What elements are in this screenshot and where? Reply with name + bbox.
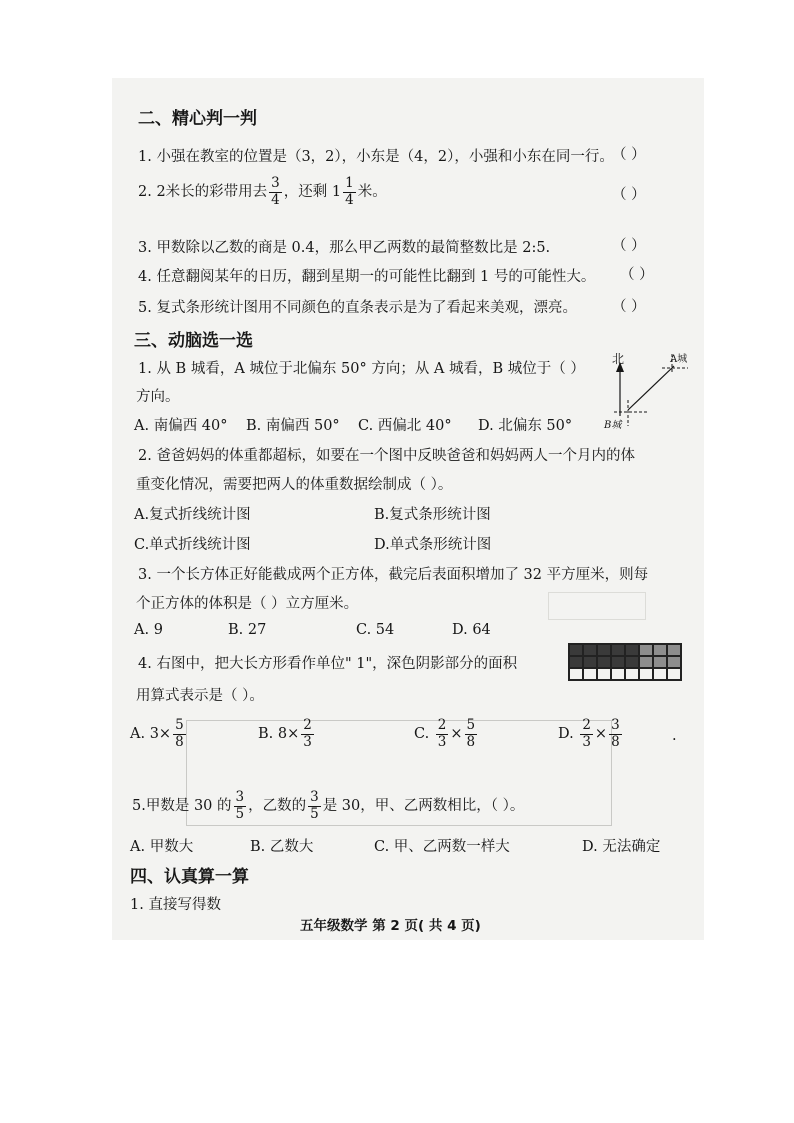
grid-cell-dark [569,644,583,656]
judge-q5-answer[interactable]: （ ） [612,299,646,315]
diagram-a-label: A城 [670,354,688,365]
judge-q2-text-pre: 2. 2米长的彩带用去 [138,184,268,201]
judge-q3: 3. 甲数除以乙数的商是 0.4，那么甲乙两数的最简整数比是 2:5. [138,240,551,256]
denominator: 5 [235,805,245,822]
choice-q2-line1: 2. 爸爸妈妈的体重都超标，如要在一个图中反映爸爸和妈妈两人一个月内的体 [138,448,635,464]
option-b-prefix: B. 8× [258,726,300,743]
judge-q2 [138,176,387,208]
choice-q1-option-c[interactable]: C. 西偏北 40° [358,418,452,434]
fraction-3-8 [609,718,622,750]
fraction-5-8 [465,718,478,750]
denominator: 8 [611,733,620,750]
grid-cell-mid [653,644,667,656]
numerator: 2 [582,717,591,733]
multiply-sign: × [450,726,463,743]
grid-cell-dark [597,656,611,668]
judge-q2-answer[interactable]: （ ） [612,187,646,203]
choice-q2-option-c[interactable]: C.单式折线统计图 [134,537,251,553]
fraction-2-3 [301,718,314,750]
denominator: 5 [310,805,319,822]
option-d-prefix: D. [558,726,574,743]
judge-q5: 5. 复式条形统计图用不同颜色的直条表示是为了看起来美观，漂亮。 [138,300,577,316]
denominator: 3 [303,733,312,750]
fraction-2-3 [580,718,593,750]
judge-q2-text-post: 米。 [357,184,387,201]
choice-q4-line2: 用算式表示是（ ）。 [136,688,264,704]
option-c-prefix: C. [414,726,430,743]
choice-q1-line2: 方向。 [136,389,180,405]
choice-q3-option-a[interactable]: A. 9 [134,622,163,638]
choice-q5-option-c[interactable]: C. 甲、乙两数一样大 [374,839,510,855]
choice-q1-line1: 1. 从 B 城看，A 城位于北偏东 50° 方向；从 A 城看，B 城位于（ ） [138,361,585,377]
grid-cell-dark [569,656,583,668]
direction-line [628,366,674,410]
grid-cell-light [569,668,583,680]
choice-q2-option-a[interactable]: A.复式折线统计图 [134,507,251,523]
choice-q4-line1: 4. 右图中，把大长方形看作单位" 1"，深色阴影部分的面积 [138,656,518,672]
choice-q3-line1: 3. 一个长方体正好能截成两个正方体，截完后表面积增加了 32 平方厘米，则每 [138,567,649,583]
choice-q3-option-c[interactable]: C. 54 [356,622,395,638]
judge-q3-answer[interactable]: （ ） [612,238,646,254]
grid-cell-mid [639,644,653,656]
grid-cell-light [639,668,653,680]
diagram-north-label: 北 [612,352,625,366]
grid-cell-light [625,668,639,680]
choice-q5-text-pre: 5.甲数是 30 的 [132,798,232,815]
choice-q3-option-b[interactable]: B. 27 [228,622,267,638]
fraction-5-8 [173,718,186,750]
numerator: 3 [310,789,319,805]
page-footer: 五年级数学 第 2 页( 共 4 页) [300,918,481,934]
denominator: 8 [175,733,184,750]
grid-cell-mid [639,656,653,668]
numerator: 3 [235,789,245,805]
fraction-3-5 [308,790,321,822]
numerator: 5 [466,717,476,733]
denominator: 4 [345,191,354,208]
section-4-title: 四、认真算一算 [130,867,249,887]
grid-cell-light [611,668,625,680]
choice-q1-option-a[interactable]: A. 南偏西 40° [134,418,228,434]
choice-q4-option-c[interactable] [414,718,479,750]
option-d-trailing-dot: . [672,728,677,744]
grid-cell-dark [625,644,639,656]
grid-cell-dark [583,644,597,656]
choice-q1-option-b[interactable]: B. 南偏西 50° [246,418,340,434]
section-4-subtitle: 1. 直接写得数 [130,897,221,913]
judge-q2-text-mid: ，还剩 1 [283,184,342,201]
numerator: 2 [437,717,447,733]
choice-q2-option-d[interactable]: D.单式条形统计图 [374,537,492,553]
grid-cell-dark [611,644,625,656]
grid-cell-dark [597,644,611,656]
choice-q5 [132,790,524,822]
choice-q5-text-post: 是 30，甲、乙两数相比，（ ）。 [322,798,525,815]
denominator: 3 [437,733,447,750]
diagram-b-label: B城 [604,420,622,431]
judge-q4-answer[interactable]: （ ） [620,267,654,283]
shaded-rectangle-grid [568,643,682,681]
denominator: 4 [271,191,280,208]
denominator: 8 [466,733,476,750]
fraction-3-4 [269,176,282,208]
numerator: 5 [175,717,184,733]
denominator: 3 [582,733,591,750]
choice-q5-option-a[interactable]: A. 甲数大 [130,839,194,855]
choice-q5-option-b[interactable]: B. 乙数大 [250,839,314,855]
grid-cell-dark [625,656,639,668]
choice-q2-option-b[interactable]: B.复式条形统计图 [374,507,491,523]
option-a-prefix: A. 3× [130,726,172,743]
fraction-2-3 [436,718,449,750]
choice-q3-option-d[interactable]: D. 64 [452,622,491,638]
grid-cell-light [583,668,597,680]
choice-q1-option-d[interactable]: D. 北偏东 50° [478,418,573,434]
bleed-through-box-2 [548,592,646,620]
judge-q1-answer[interactable]: （ ） [612,147,646,163]
judge-q4: 4. 任意翻阅某年的日历，翻到星期一的可能性比翻到 1 号的可能性大。 [138,269,596,285]
choice-q5-text-mid: ，乙数的 [248,798,307,815]
numerator: 3 [611,717,620,733]
judge-q1: 1. 小强在教室的位置是（3，2），小东是（4，2），小强和小东在同一行。 [138,149,614,165]
fraction-1-4 [343,176,356,208]
grid-cell-light [667,668,681,680]
choice-q4-option-d[interactable] [558,718,624,750]
grid-cell-dark [611,656,625,668]
choice-q4-option-a[interactable] [130,718,188,750]
section-2-title: 二、精心判一判 [138,109,257,129]
choice-q5-option-d[interactable]: D. 无法确定 [582,839,661,855]
choice-q2-line2: 重变化情况，需要把两人的体重数据绘制成（ ）。 [136,477,453,493]
choice-q4-option-b[interactable] [258,718,316,750]
section-3-title: 三、动脑选一选 [134,331,253,351]
grid-cell-mid [667,656,681,668]
grid-cell-light [653,668,667,680]
grid-cell-dark [583,656,597,668]
grid-cell-mid [667,644,681,656]
grid-cell-light [597,668,611,680]
multiply-sign: × [594,726,608,743]
fraction-3-5 [234,790,247,822]
numerator: 3 [271,175,280,191]
numerator: 1 [345,175,354,191]
numerator: 2 [303,717,312,733]
choice-q3-line2: 个正方体的体积是（ ）立方厘米。 [136,596,359,612]
grid-cell-mid [653,656,667,668]
